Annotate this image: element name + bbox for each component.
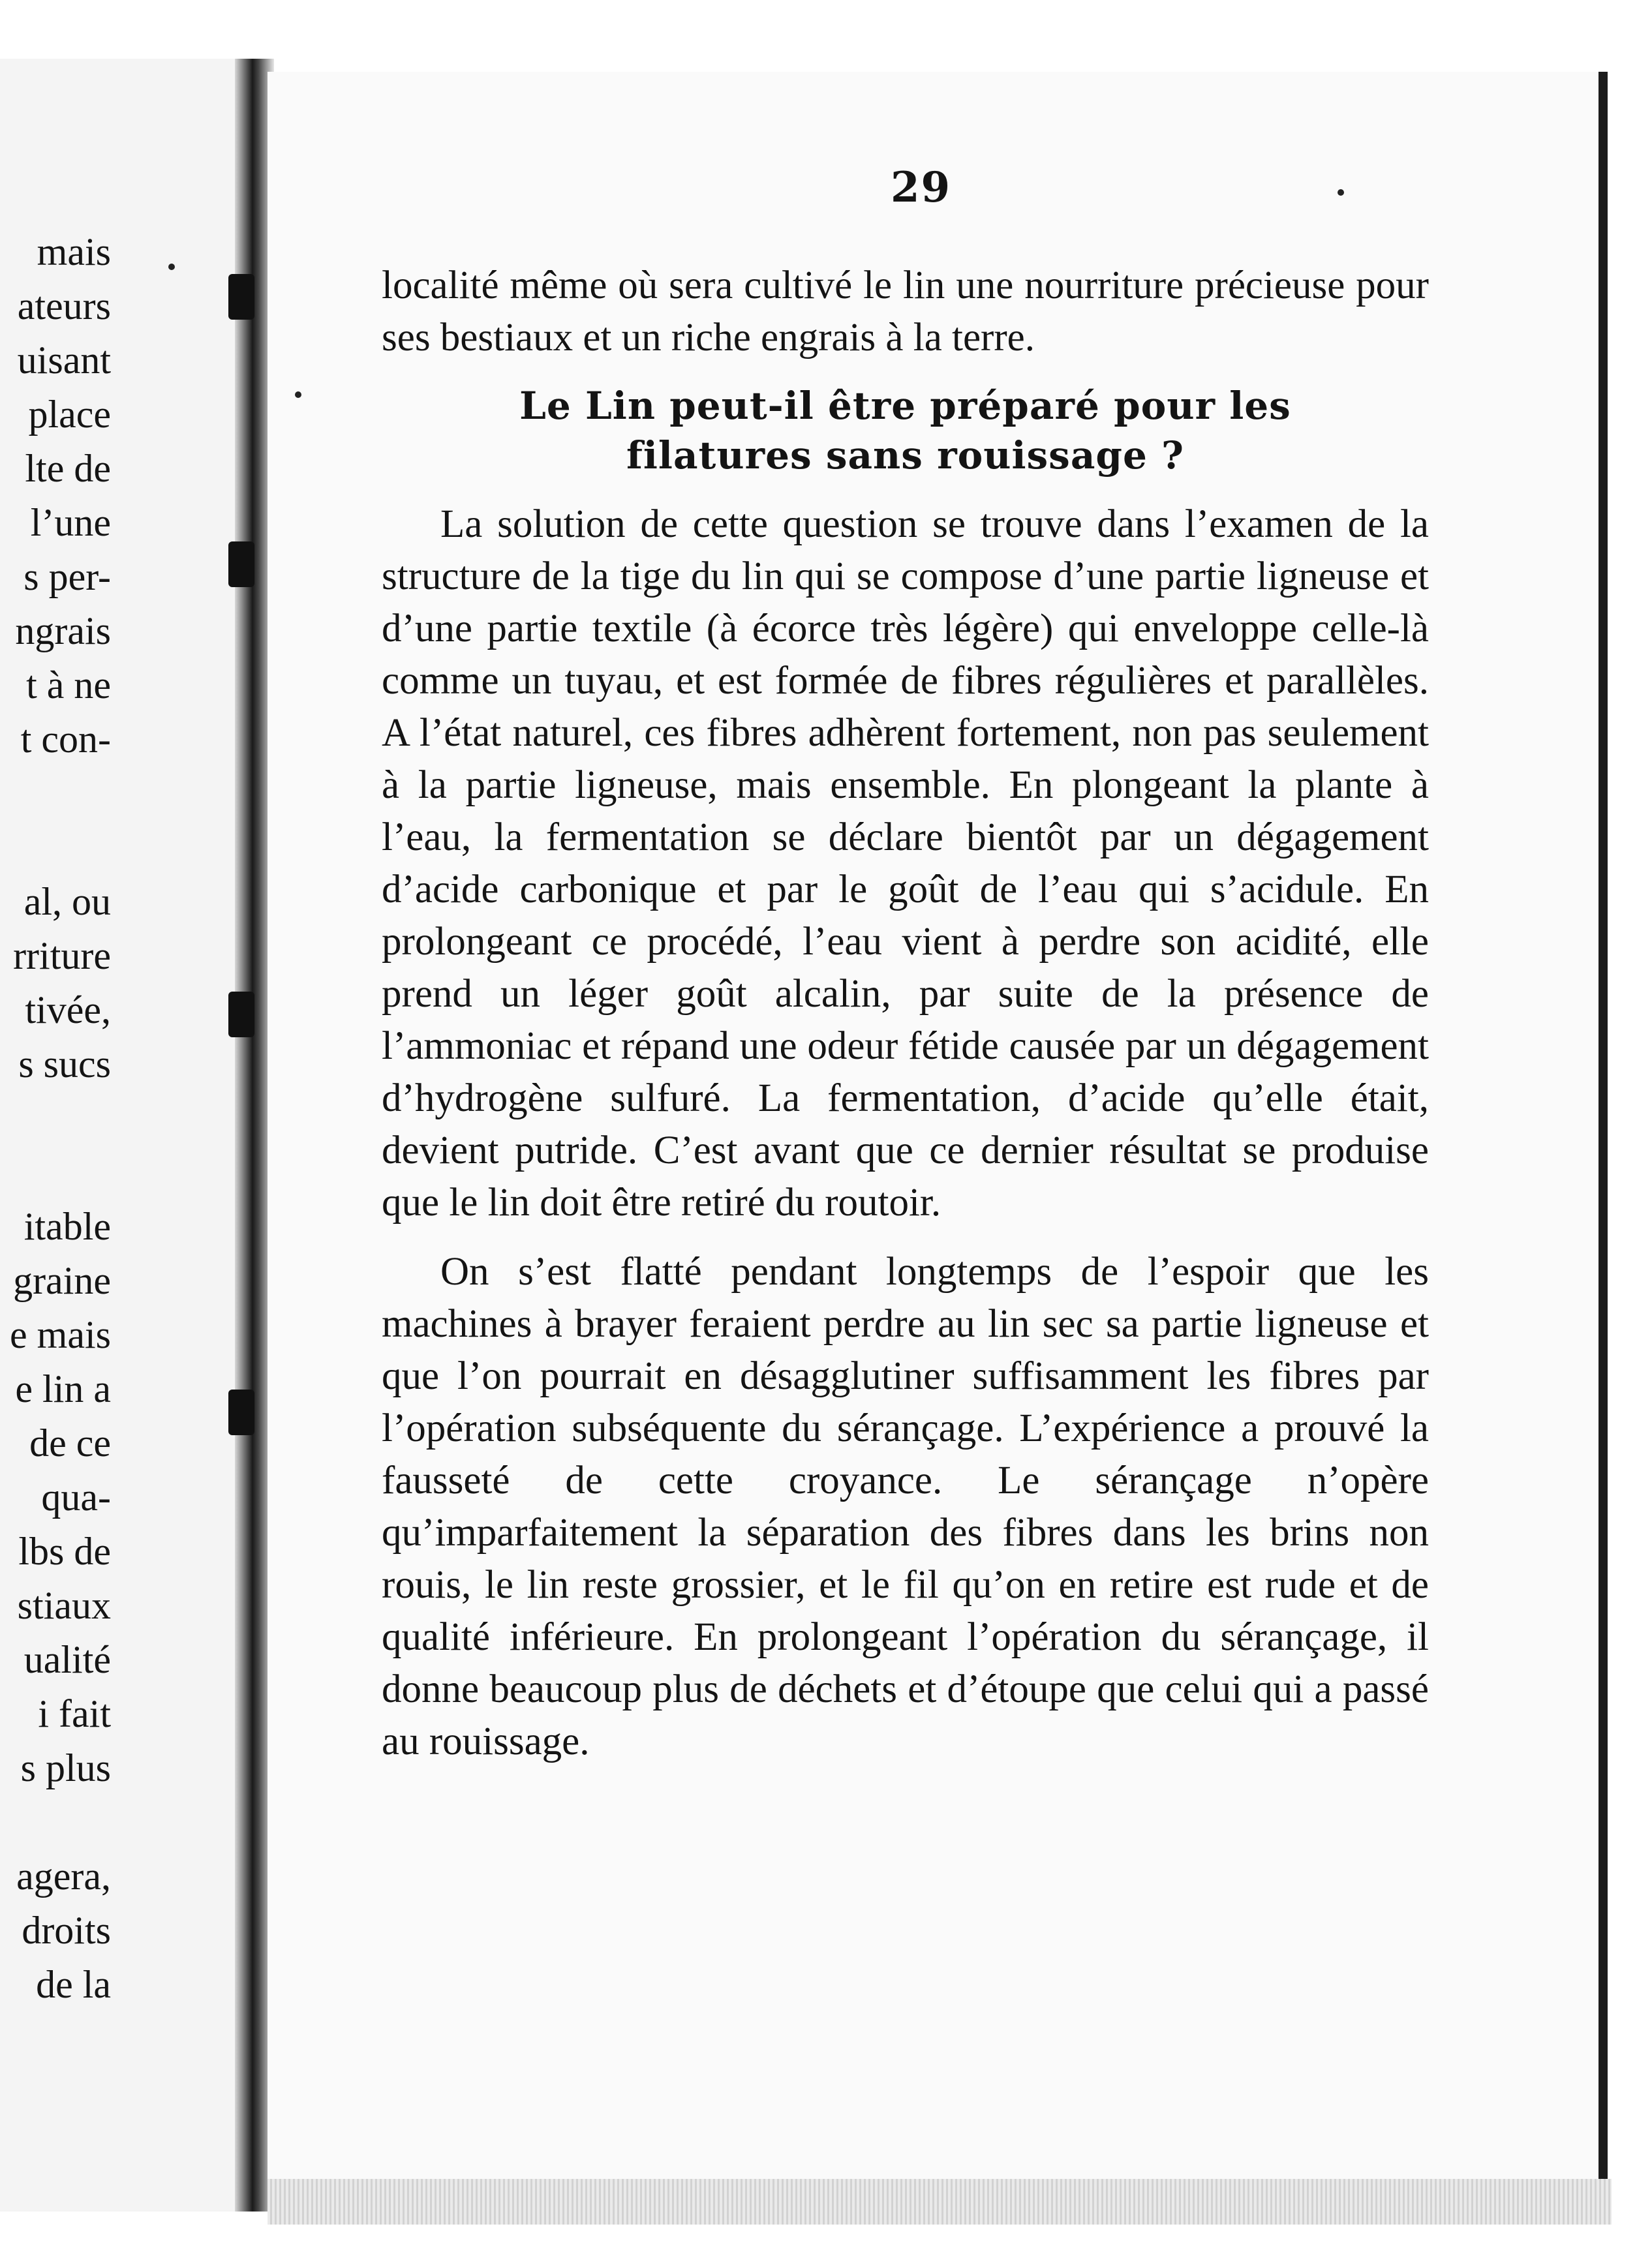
left-line-fragment: graine xyxy=(13,1259,111,1302)
opening-paragraph: localité même où sera cultivé le lin une nourriture précieuse pour ses bestiaux et un riche engrais à la terre. xyxy=(382,264,1429,359)
heading-line-1: Le Lin peut-il être préparé pour les xyxy=(519,384,1291,428)
body-paragraph-2: On s’est flatté pendant longtemps de l’espoir que les machines à brayer feraient perdre au lin sec sa partie ligneuse et que l’on pourrait en désagglutiner suffisamment les fibres par l’opération subséquente du sérançage. L’expérience a prouvé la fausseté de cette croyance. Le sérançage n’opère qu’imparfaitement la séparation des fibres dans les brins non rouis, le lin reste grossier, et le fil qu’on en retire est rude et de qualité inférieure. En prolongeant l’opération du sérançage, il donne beaucoup plus de déchets et d’étoupe que celui qui a passé au rouissage. xyxy=(382,1250,1429,1763)
left-line-fragment: tivée, xyxy=(25,988,111,1031)
left-line-fragment: ngrais xyxy=(15,609,111,652)
left-line-fragment: de la xyxy=(36,1963,111,2006)
left-line-fragment: mais xyxy=(37,230,111,273)
left-line-fragment: itable xyxy=(23,1205,111,1248)
left-line-fragment: agera, xyxy=(16,1855,111,1898)
left-line-fragment: droits xyxy=(22,1909,111,1952)
left-line-fragment: s sucs xyxy=(18,1042,111,1086)
left-line-fragment: lbs de xyxy=(18,1530,111,1573)
body-paragraph-1: La solution de cette question se trouve dans l’examen de la structure de la tige du lin qui se compose d’une partie ligneuse et d’une partie textile (à écorce très légère) qui enveloppe celle-là comme un tuyau, et est formée de fibres régulières et parallèles. A l’état naturel, ces fibres adhèrent fortement, non pas seulement à la partie ligneuse, mais ensemble. En plongeant la plante à l’eau, la fermentation se déclare bientôt par un dégagement d’acide carbonique et par le goût de l’eau qui s’acidule. En prolongeant ce procédé, l’eau vient à perdre son acidité, elle prend un léger goût alcalin, par suite de la présence de l’ammoniac et répand une odeur fétide causée par un dégagement d’hydrogène sulfuré. La fermentation, d’acide qu’elle était, devient putride. C’est avant que ce dernier résultat se produise que le lin doit être retiré du routoir. xyxy=(382,502,1429,1224)
binding-mark xyxy=(228,1390,254,1435)
left-line-fragment: t à ne xyxy=(26,663,111,707)
left-line-fragment: ateurs xyxy=(17,284,111,327)
page-number: 29 xyxy=(891,163,952,212)
left-line-fragment: i fait xyxy=(38,1692,111,1735)
left-line-fragment: e mais xyxy=(10,1313,111,1356)
left-line-fragment xyxy=(0,767,111,821)
binding-mark xyxy=(228,274,254,320)
left-line-fragment xyxy=(0,1091,111,1146)
page-bottom-edge xyxy=(268,2179,1612,2225)
left-line-fragment: qua- xyxy=(41,1476,111,1519)
page-body xyxy=(382,260,1429,1768)
left-line-fragment: ualité xyxy=(23,1638,111,1681)
left-line-fragment: lte de xyxy=(25,447,111,490)
left-line-fragment: de ce xyxy=(29,1421,111,1465)
left-line-fragment xyxy=(0,821,111,875)
left-line-fragment: rriture xyxy=(13,934,111,977)
left-line-fragment: s per- xyxy=(23,555,111,598)
left-line-fragment: uisant xyxy=(17,339,111,382)
heading-line-2: filatures sans rouissage ? xyxy=(626,433,1185,478)
left-line-fragment: al, ou xyxy=(23,880,111,923)
section-heading xyxy=(382,381,1429,480)
left-line-fragment: s plus xyxy=(20,1746,111,1789)
binding-mark xyxy=(228,992,254,1037)
left-page-fragment xyxy=(0,59,258,2212)
left-line-fragment: place xyxy=(28,393,111,436)
left-line-fragment xyxy=(0,1146,111,1200)
left-page-text xyxy=(0,225,111,2012)
left-line-fragment xyxy=(0,1795,111,1849)
left-line-fragment: l’une xyxy=(30,501,111,544)
left-line-fragment: t con- xyxy=(20,718,111,761)
left-line-fragment: stiaux xyxy=(17,1584,111,1627)
speck xyxy=(1338,189,1344,196)
speck xyxy=(295,391,301,398)
left-line-fragment: e lin a xyxy=(15,1367,111,1410)
speck xyxy=(168,264,175,270)
binding-mark xyxy=(228,541,254,587)
